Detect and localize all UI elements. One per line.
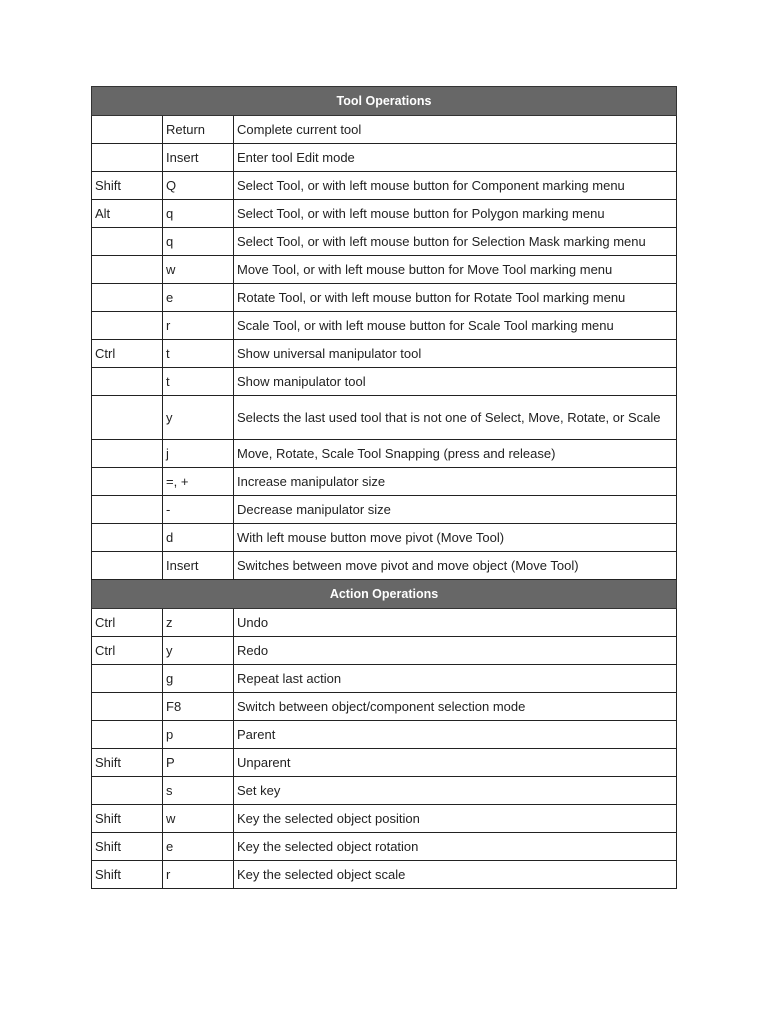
modifier-cell (92, 256, 163, 284)
table-row (92, 312, 677, 340)
modifier-cell (92, 396, 163, 440)
description-cell: With left mouse button move pivot (Move Tool) (234, 524, 677, 552)
table-row (92, 552, 677, 580)
table-row (92, 749, 677, 777)
table-row (92, 861, 677, 889)
key-cell: Return (163, 116, 234, 144)
description-cell: Show manipulator tool (234, 368, 677, 396)
modifier-cell (92, 524, 163, 552)
key-cell: t (163, 368, 234, 396)
modifier-cell (92, 721, 163, 749)
key-cell: Q (163, 172, 234, 200)
modifier-cell (92, 665, 163, 693)
modifier-cell (92, 440, 163, 468)
table-row (92, 805, 677, 833)
description-cell: Select Tool, or with left mouse button for Selection Mask marking menu (234, 228, 677, 256)
modifier-cell (92, 368, 163, 396)
description-cell: Decrease manipulator size (234, 496, 677, 524)
key-cell: Insert (163, 144, 234, 172)
key-cell: e (163, 833, 234, 861)
description-cell: Switch between object/component selection mode (234, 693, 677, 721)
key-cell: P (163, 749, 234, 777)
table-row (92, 777, 677, 805)
table-row (92, 440, 677, 468)
modifier-cell (92, 144, 163, 172)
description-cell: Set key (234, 777, 677, 805)
description-cell: Show universal manipulator tool (234, 340, 677, 368)
shortcut-table (91, 86, 677, 889)
key-cell: z (163, 609, 234, 637)
modifier-cell: Ctrl (92, 340, 163, 368)
modifier-cell (92, 468, 163, 496)
table-row (92, 524, 677, 552)
key-cell: g (163, 665, 234, 693)
description-cell: Key the selected object rotation (234, 833, 677, 861)
key-cell: q (163, 228, 234, 256)
description-cell: Scale Tool, or with left mouse button for Scale Tool marking menu (234, 312, 677, 340)
modifier-cell (92, 284, 163, 312)
table-row (92, 609, 677, 637)
modifier-cell (92, 312, 163, 340)
description-cell: Enter tool Edit mode (234, 144, 677, 172)
description-cell: Repeat last action (234, 665, 677, 693)
table-row (92, 340, 677, 368)
modifier-cell (92, 496, 163, 524)
modifier-cell: Shift (92, 861, 163, 889)
description-cell: Key the selected object scale (234, 861, 677, 889)
description-cell: Select Tool, or with left mouse button for Component marking menu (234, 172, 677, 200)
description-cell: Select Tool, or with left mouse button for Polygon marking menu (234, 200, 677, 228)
description-cell: Key the selected object position (234, 805, 677, 833)
key-cell: d (163, 524, 234, 552)
key-cell: s (163, 777, 234, 805)
table-row (92, 693, 677, 721)
modifier-cell: Shift (92, 833, 163, 861)
modifier-cell: Ctrl (92, 609, 163, 637)
modifier-cell: Ctrl (92, 637, 163, 665)
key-cell: j (163, 440, 234, 468)
modifier-cell (92, 552, 163, 580)
key-cell: q (163, 200, 234, 228)
modifier-cell (92, 228, 163, 256)
modifier-cell (92, 116, 163, 144)
shortcut-document (91, 86, 676, 889)
key-cell: t (163, 340, 234, 368)
section-header-row (92, 580, 677, 609)
modifier-cell: Shift (92, 172, 163, 200)
section-title: Action Operations (92, 580, 677, 609)
key-cell: p (163, 721, 234, 749)
table-row (92, 665, 677, 693)
table-row (92, 284, 677, 312)
table-row (92, 468, 677, 496)
section-title: Tool Operations (92, 87, 677, 116)
key-cell: =, + (163, 468, 234, 496)
key-cell: r (163, 861, 234, 889)
description-cell: Redo (234, 637, 677, 665)
description-cell: Unparent (234, 749, 677, 777)
key-cell: r (163, 312, 234, 340)
modifier-cell (92, 693, 163, 721)
table-row (92, 228, 677, 256)
description-cell: Increase manipulator size (234, 468, 677, 496)
table-row (92, 256, 677, 284)
key-cell: - (163, 496, 234, 524)
description-cell: Rotate Tool, or with left mouse button for Rotate Tool marking menu (234, 284, 677, 312)
key-cell: w (163, 805, 234, 833)
table-row (92, 144, 677, 172)
description-cell: Parent (234, 721, 677, 749)
modifier-cell (92, 777, 163, 805)
table-row (92, 368, 677, 396)
key-cell: y (163, 637, 234, 665)
table-row (92, 200, 677, 228)
key-cell: F8 (163, 693, 234, 721)
modifier-cell: Alt (92, 200, 163, 228)
key-cell: Insert (163, 552, 234, 580)
description-cell: Complete current tool (234, 116, 677, 144)
table-row (92, 833, 677, 861)
table-row (92, 172, 677, 200)
key-cell: e (163, 284, 234, 312)
description-cell: Switches between move pivot and move object (Move Tool) (234, 552, 677, 580)
modifier-cell: Shift (92, 805, 163, 833)
table-row (92, 637, 677, 665)
description-cell: Move, Rotate, Scale Tool Snapping (press and release) (234, 440, 677, 468)
description-cell: Undo (234, 609, 677, 637)
table-row (92, 396, 677, 440)
description-cell: Selects the last used tool that is not one of Select, Move, Rotate, or Scale (234, 396, 677, 440)
description-cell: Move Tool, or with left mouse button for Move Tool marking menu (234, 256, 677, 284)
modifier-cell: Shift (92, 749, 163, 777)
key-cell: y (163, 396, 234, 440)
table-row (92, 496, 677, 524)
table-row (92, 721, 677, 749)
table-row (92, 116, 677, 144)
section-header-row (92, 87, 677, 116)
key-cell: w (163, 256, 234, 284)
